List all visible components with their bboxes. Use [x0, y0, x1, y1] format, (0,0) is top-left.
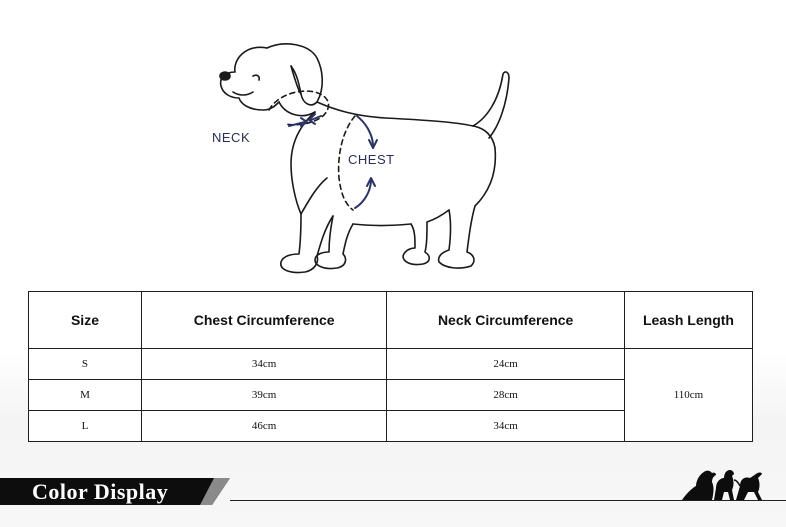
- chest-label: CHEST: [348, 152, 395, 167]
- cell-chest: 46cm: [141, 411, 386, 442]
- cell-size: M: [29, 380, 142, 411]
- cell-neck: 28cm: [387, 380, 625, 411]
- header-size: Size: [29, 292, 142, 349]
- table-header-row: [29, 292, 753, 349]
- cell-neck: 24cm: [387, 349, 625, 380]
- cell-chest: 34cm: [141, 349, 386, 380]
- cell-chest: 39cm: [141, 380, 386, 411]
- header-leash: Leash Length: [624, 292, 752, 349]
- cell-size: L: [29, 411, 142, 442]
- cell-leash-length: 110cm: [624, 349, 752, 442]
- section-title: Color Display: [32, 479, 169, 504]
- size-chart-table: [28, 291, 753, 442]
- cell-neck: 34cm: [387, 411, 625, 442]
- header-chest: Chest Circumference: [141, 292, 386, 349]
- cell-size: S: [29, 349, 142, 380]
- dogs-silhouette-icon: [678, 466, 770, 502]
- header-neck: Neck Circumference: [387, 292, 625, 349]
- neck-label: NECK: [212, 130, 251, 145]
- table-row: [29, 349, 753, 380]
